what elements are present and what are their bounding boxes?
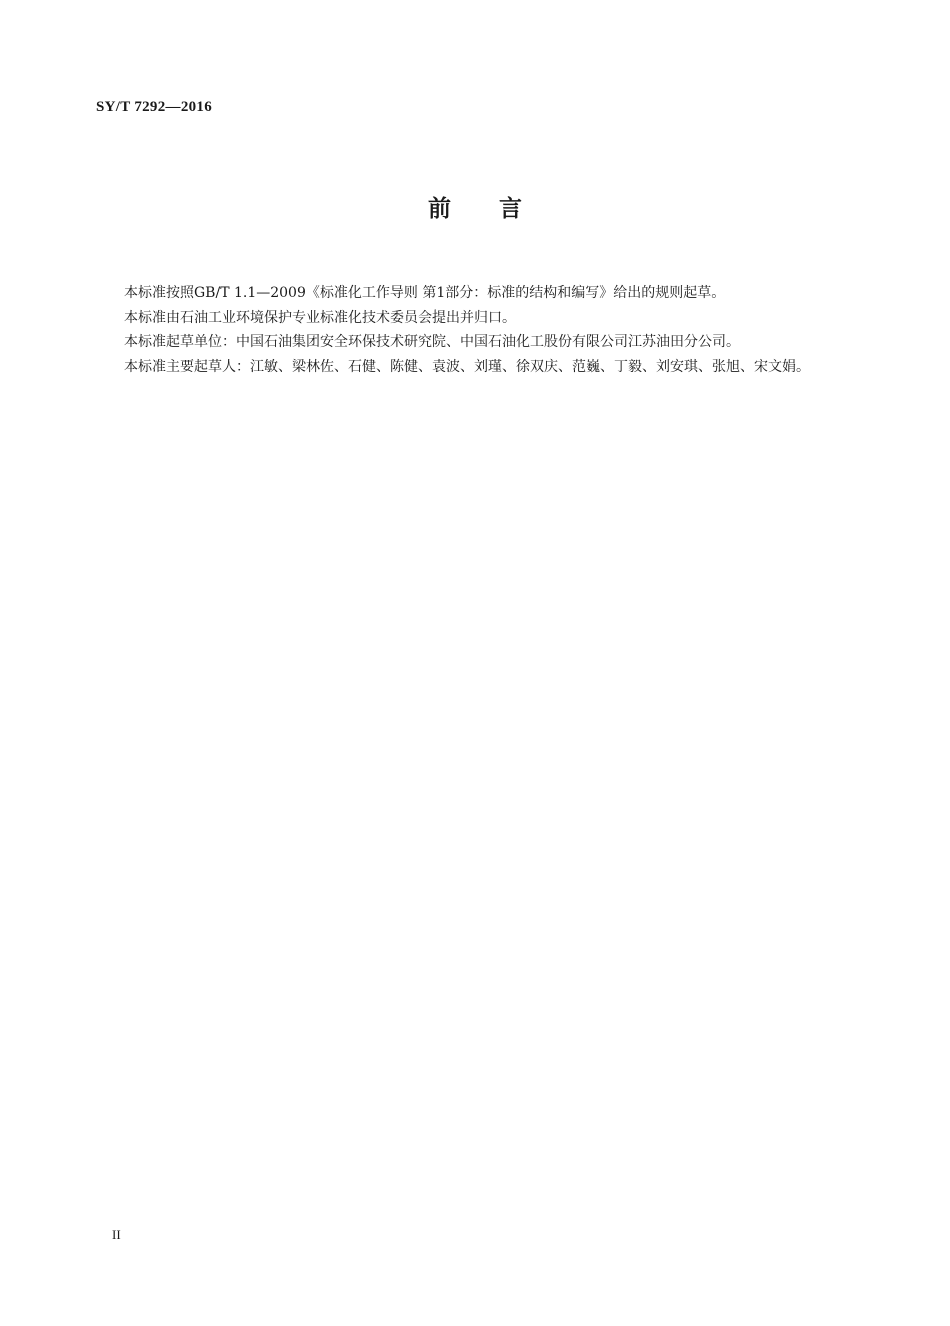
paragraph-drafting-units: 本标准起草单位：中国石油集团安全环保技术研究院、中国石油化工股份有限公司江苏油田分公司。: [124, 334, 740, 350]
paragraph-drafting-rules: 本标准按照GB/T 1.1—2009《标准化工作导则 第1部分：标准的结构和编写》给出的规则起草。: [124, 285, 726, 301]
paragraph-drafters: 本标准主要起草人：江敏、梁林佐、石健、陈健、袁波、刘瑾、徐双庆、范巍、丁毅、刘安琪、张旭、宋文娟。: [124, 358, 810, 375]
standard-code: SY/T 7292—2016: [96, 99, 213, 115]
page-title: 前言: [428, 196, 570, 222]
paragraph-proposer: 本标准由石油工业环境保护专业标准化技术委员会提出并归口。: [124, 309, 516, 326]
foreword-body: [96, 281, 842, 379]
page-number: II: [112, 1227, 121, 1242]
